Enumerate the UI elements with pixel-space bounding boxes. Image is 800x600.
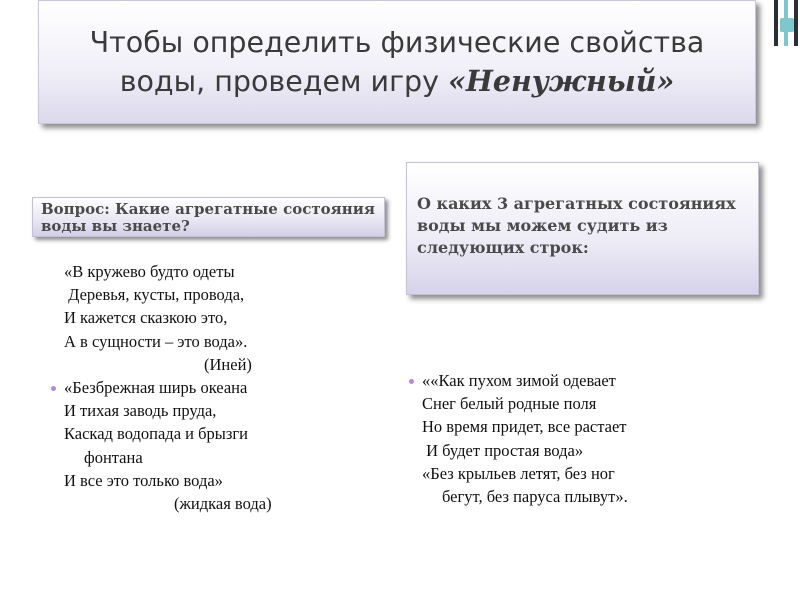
poem-line: Каскад водопада и брызги [64, 424, 248, 444]
poem-line: И все это только вода» [64, 470, 223, 490]
poem-answer: (жидкая вода) [174, 494, 272, 514]
poem-line: Деревья, кусты, провода, [64, 285, 245, 305]
poem-line: И тихая заводь пруда, [64, 401, 217, 421]
question-box: Вопрос: Какие агрегатные состояния воды вы знаете? [32, 197, 385, 237]
left-poem [64, 260, 394, 515]
poem-line: «В кружево будто одеты [64, 262, 235, 281]
slide-title [39, 24, 755, 101]
poem-line: И кажется сказкою это, [64, 308, 228, 328]
poem-line: фонтана [84, 447, 143, 467]
right-question-box: О каких 3 агрегатных состояниях воды мы можем судить из следующих строк: [406, 162, 759, 295]
title-emphasis: «Ненужный» [448, 63, 675, 98]
poem-line: Снег белый родные поля [422, 394, 597, 414]
poem-line: Но время придет, все растает [422, 417, 627, 437]
title-main-text: Чтобы определить физические свойства воды, проведем игру [89, 25, 705, 98]
poem-bullet-line: ««Как пухом зимой одевает [422, 369, 762, 392]
poem-line: А в сущности – это вода». [64, 331, 248, 351]
poem-bullet-line: «Безбрежная ширь океана [64, 376, 394, 399]
corner-decoration [764, 0, 800, 52]
right-poem [422, 369, 762, 508]
poem-answer: (Иней) [204, 354, 252, 374]
poem-line: И будет простая вода» [422, 440, 584, 460]
slide-title-box [38, 0, 756, 124]
poem-line: бегут, без паруса плывут». [442, 487, 628, 507]
poem-line: «Без крыльев летят, без ног [422, 463, 615, 483]
